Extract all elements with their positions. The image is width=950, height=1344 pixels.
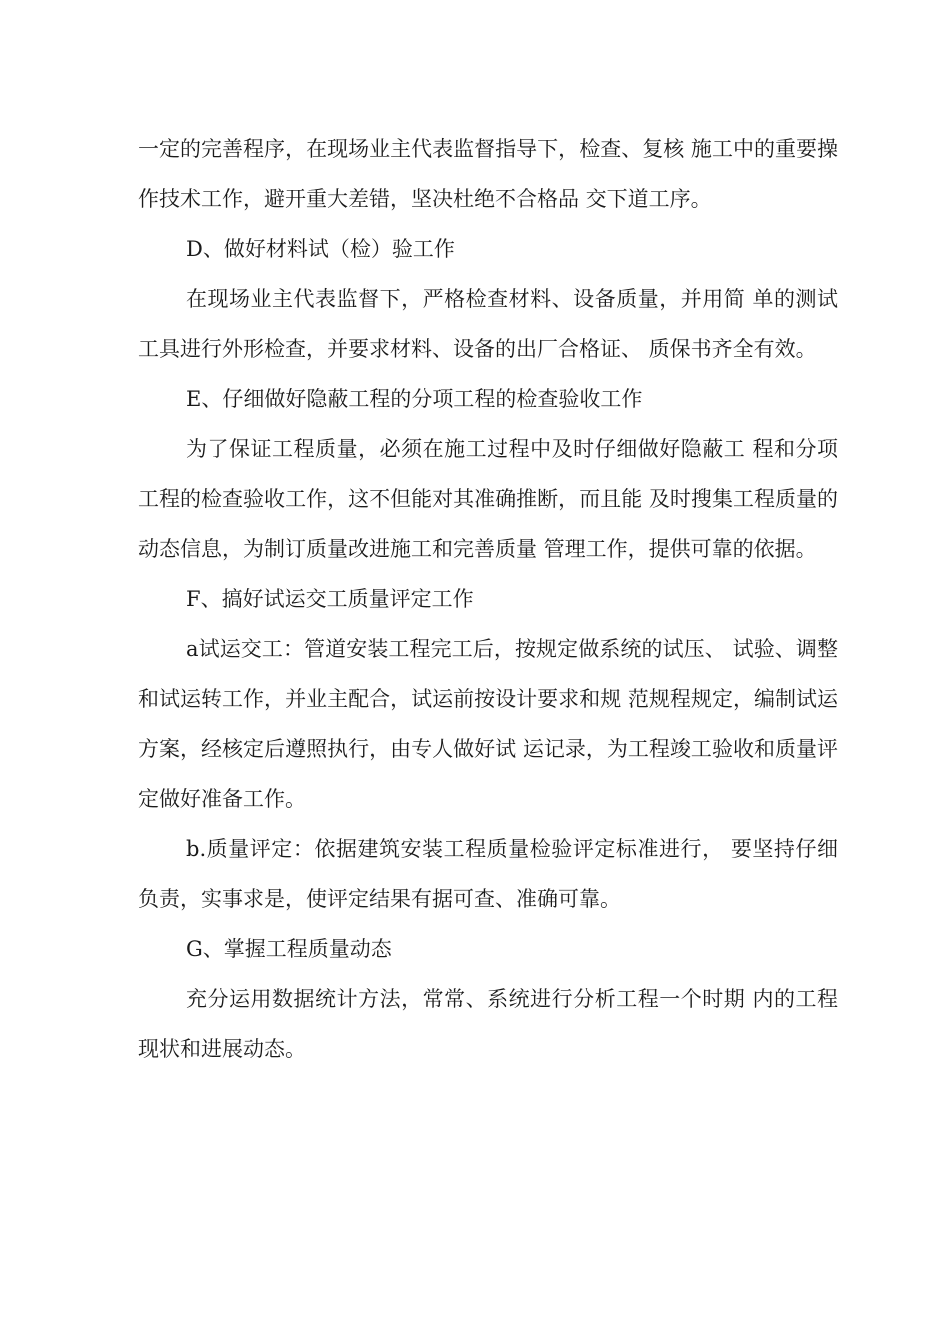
paragraph-trial-run: a试运交工：管道安装工程完工后，按规定做系统的试压、 试验、调整和试运转工作，并业主配合，试运前按设计要求和规 范规程规定，编制试运方案，经核定后遵照执行，由专人做好试 运记录，为工程竣工验收和质量评定做好准备工作。 — [138, 637, 838, 811]
paragraph-concealed-works: 为了保证工程质量，必须在施工过程中及时仔细做好隐蔽工 程和分项工程的检查验收工作，这不但能对其准确推断，而且能 及时搜集工程质量的动态信息，为制订质量改进施工和完善质量 管理工作，提供可靠的依据。 — [138, 437, 838, 561]
section-heading-d: D、做好材料试（检）验工作 — [186, 237, 455, 261]
section-heading-e: E、仔细做好隐蔽工程的分项工程的检查验收工作 — [186, 387, 643, 411]
paragraph-quality-control-procedure: 一定的完善程序，在现场业主代表监督指导下，检查、复核 施工中的重要操作技术工作，避开重大差错，坚决杜绝不合格品 交下道工序。 — [138, 137, 838, 211]
section-heading-g: G、掌握工程质量动态 — [186, 937, 392, 961]
section-heading-f: F、搞好试运交工质量评定工作 — [186, 587, 474, 611]
paragraph-quality-assessment: b.质量评定：依据建筑安装工程质量检验评定标准进行， 要坚持仔细负责，实事求是，使评定结果有据可查、准确可靠。 — [138, 837, 838, 911]
paragraph-quality-dynamics: 充分运用数据统计方法，常常、系统进行分析工程一个时期 内的工程现状和进展动态。 — [138, 987, 838, 1061]
document-body — [138, 124, 838, 1074]
paragraph-material-inspection: 在现场业主代表监督下，严格检查材料、设备质量，并用简 单的测试工具进行外形检查，并要求材料、设备的出厂合格证、 质保书齐全有效。 — [138, 287, 838, 361]
